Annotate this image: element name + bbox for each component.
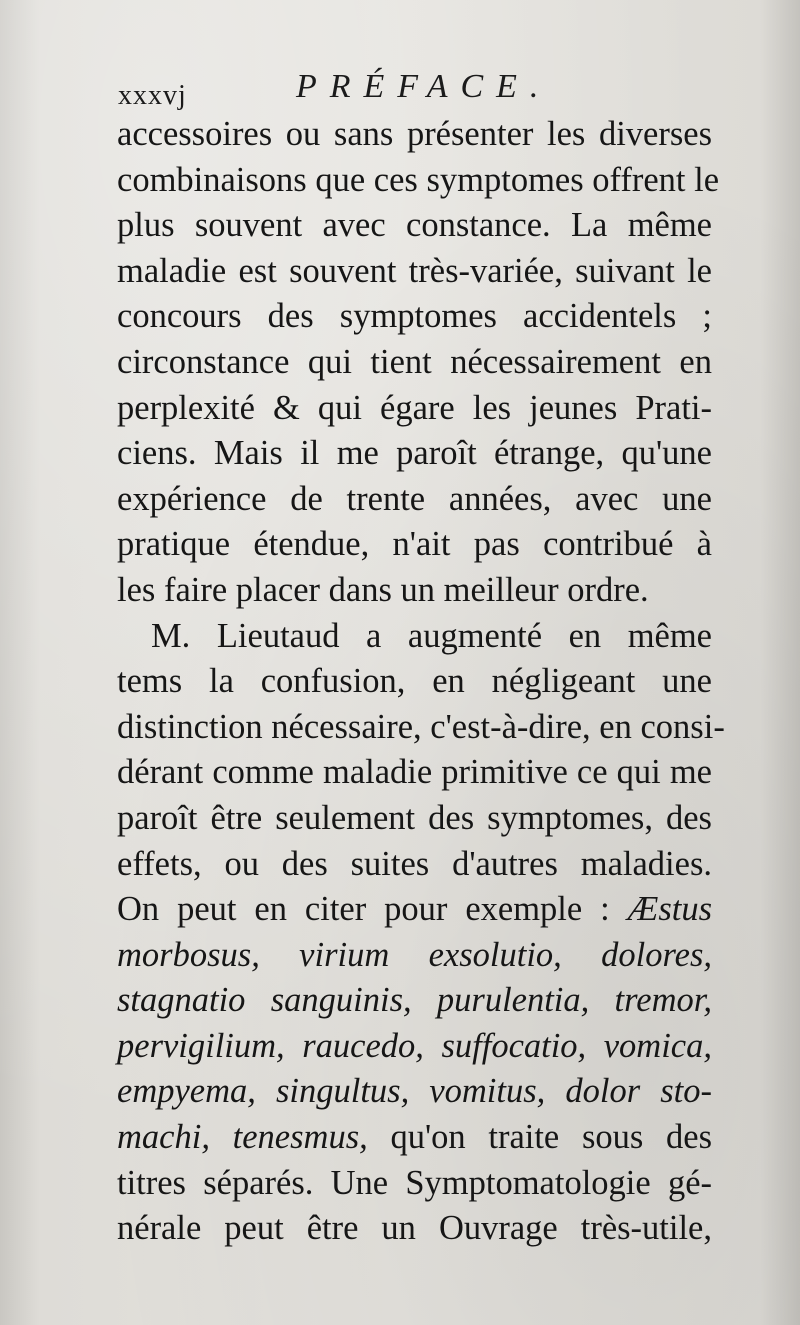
latin-term: Æstus — [627, 890, 713, 929]
text-line: tems la confusion, en négligeant une — [117, 662, 712, 701]
text-line: expérience de trente années, avec une — [117, 479, 712, 518]
text-line: maladie est souvent très-variée, suivant le — [117, 251, 712, 290]
text-line: perplexité & qui égare les jeunes Prati- — [117, 388, 712, 427]
paragraph-first-line: M. Lieutaud a augmenté en même — [151, 616, 712, 655]
text-line: circonstance qui tient nécessairement en — [117, 342, 712, 381]
body-text — [117, 112, 725, 1252]
text-line: pratique étendue, n'ait pas contribué à — [117, 525, 712, 564]
page-number: xxxvj — [118, 80, 187, 111]
latin-term-line: pervigilium, raucedo, suffocatio, vomica, — [117, 1026, 712, 1065]
text-line-mixed — [117, 887, 712, 933]
text-line: titres séparés. Une Symptomatologie gé- — [117, 1163, 712, 1202]
latin-term-line: stagnatio sanguinis, purulentia, tremor, — [117, 981, 712, 1020]
text-segment: qu'on traite sous des — [390, 1118, 712, 1157]
page-header — [118, 68, 710, 118]
text-line-mixed — [117, 1115, 712, 1161]
latin-term: machi, tenesmus, — [117, 1118, 368, 1157]
latin-term-line: morbosus, virium exsolutio, dolores, — [117, 935, 712, 974]
text-line: distinction nécessaire, c'est-à-dire, en consi- — [117, 707, 725, 746]
text-line: les faire placer dans un meilleur ordre. — [117, 570, 649, 609]
text-line: combinaisons que ces symptomes offrent le — [117, 160, 720, 199]
text-line: accessoires ou sans présenter les diverses — [117, 115, 712, 153]
text-line: concours des symptomes accidentels ; — [117, 297, 712, 336]
text-segment: On peut en citer pour exemple : — [117, 890, 610, 929]
text-line: nérale peut être un Ouvrage très-utile, — [117, 1209, 712, 1248]
text-line: paroît être seulement des symptomes, des — [117, 798, 712, 837]
text-line: ciens. Mais il me paroît étrange, qu'une — [117, 434, 712, 473]
running-title: PRÉFACE. — [296, 68, 552, 105]
text-line: effets, ou des suites d'autres maladies. — [117, 844, 712, 883]
text-line: dérant comme maladie primitive ce qui me — [117, 753, 712, 792]
text-line: plus souvent avec constance. La même — [117, 206, 712, 245]
latin-term-line: empyema, singultus, vomitus, dolor sto- — [117, 1072, 712, 1111]
